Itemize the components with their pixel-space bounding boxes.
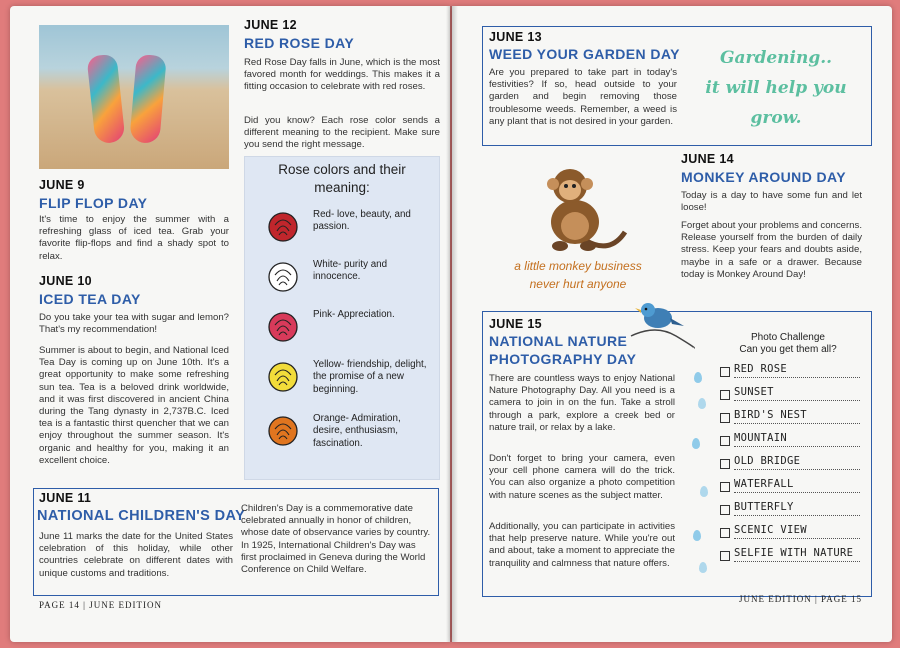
magazine-spine xyxy=(446,6,458,642)
childrens-day-text-2: Children's Day is a commemorative date celebrated annually in honor of children, whose date of observance varies by country. In 1925, International Children's Day was first proclaimed in Geneva during the World Conference on Child Welfare. xyxy=(241,503,431,576)
photo-checklist-item xyxy=(720,454,860,474)
childrens-day-text-1: June 11 marks the date for the United States celebration of this holiday, while other countries celebrate on different dates with unique customs and traditions. xyxy=(39,531,233,579)
iced-tea-intro: Do you take your tea with sugar and lemon? That's my recommendation! xyxy=(39,312,229,336)
checkbox[interactable] xyxy=(720,390,730,400)
bird-illustration xyxy=(626,296,696,356)
monkey-caption-1: a little monkey business xyxy=(514,259,642,273)
rose-color-item xyxy=(245,355,439,395)
nature-photo-title-2: PHOTOGRAPHY DAY xyxy=(489,351,637,367)
red-rose-didyouknow: Did you know? Each rose color sends a different meaning to the recipient. Make sure you send the right message. xyxy=(244,115,440,151)
red-rose-title: RED ROSE DAY xyxy=(244,35,355,51)
checklist-label: SELFIE WITH NATURE xyxy=(734,547,854,559)
dotted-line xyxy=(734,538,860,539)
dotted-line xyxy=(734,377,860,378)
left-page-footer: PAGE 14 | JUNE EDITION xyxy=(39,600,162,610)
water-drop-decoration xyxy=(694,372,702,383)
rose-color-item xyxy=(245,409,439,449)
rose-colors-heading: Rose colors and their meaning: xyxy=(278,162,406,195)
checklist-label: BUTTERFLY xyxy=(734,501,794,513)
gardening-quote-2: it will help you xyxy=(705,78,847,98)
checklist-label: SUNSET xyxy=(734,386,774,398)
flip-flop-date: JUNE 9 xyxy=(39,178,85,192)
photo-checklist-item xyxy=(720,546,860,566)
checkbox[interactable] xyxy=(720,436,730,446)
rose-color-meaning: Red- love, beauty, and passion. xyxy=(313,209,411,233)
checklist-label: SCENIC VIEW xyxy=(734,524,807,536)
nature-photo-text-3: Additionally, you can participate in activities that help preserve nature. While you're out and about, take a moment to appreciate the tranquility and calmness that nature offers. xyxy=(489,521,675,569)
monkey-caption-2: never hurt anyone xyxy=(529,277,627,291)
rose-icon xyxy=(267,311,299,343)
dotted-line xyxy=(734,423,860,424)
gardening-quote-3: grow. xyxy=(750,108,802,128)
rose-color-item xyxy=(245,255,439,295)
nature-photo-date: JUNE 15 xyxy=(489,317,542,331)
monkey-day-date: JUNE 14 xyxy=(681,152,734,166)
water-drop-decoration xyxy=(699,562,707,573)
childrens-day-title: NATIONAL CHILDREN'S DAY xyxy=(37,508,246,524)
childrens-day-date: JUNE 11 xyxy=(39,491,92,505)
weed-garden-title: WEED YOUR GARDEN DAY xyxy=(489,46,680,62)
nature-photo-text-2: Don't forget to bring your camera, even your cell phone camera will do the trick. You can also organize a photo competition with nature scenes as the subject matter. xyxy=(489,453,675,501)
photo-checklist-item xyxy=(720,523,860,543)
right-page-footer: JUNE EDITION | PAGE 15 xyxy=(739,594,862,604)
checklist-label: RED ROSE xyxy=(734,363,787,375)
checkbox[interactable] xyxy=(720,505,730,515)
iced-tea-text: Summer is about to begin, and National Iced Tea Day is coming up on June 10th. It's a great opportunity to make some refreshing sun tea. Tea is a beloved drink worldwide, and it was first discovered in ancient China during the Tang dynasty in 2,737B.C. Iced tea is a fantastic thirst quencher that we can enjoy throughout the summer season. It's organic and healthy for you, making it an excellent choice. xyxy=(39,345,229,466)
rose-color-meaning: White- purity and innocence. xyxy=(313,259,388,283)
dotted-line xyxy=(734,446,860,447)
rose-colors-box xyxy=(244,156,440,480)
dotted-line xyxy=(734,515,860,516)
photo-checklist-item xyxy=(720,431,860,451)
monkey-day-text: Forget about your problems and concerns. Release yourself from the burden of daily stress. Keep your fears and doubts aside, maybe in a safe or a drawer. Because today is Monkey Around Day! xyxy=(681,220,862,280)
photo-checklist-item xyxy=(720,362,860,382)
checkbox[interactable] xyxy=(720,551,730,561)
iced-tea-date: JUNE 10 xyxy=(39,274,92,288)
dotted-line xyxy=(734,492,860,493)
rose-icon xyxy=(267,361,299,393)
flip-flop-photo xyxy=(39,25,229,169)
nature-photo-title-1: NATIONAL NATURE xyxy=(489,333,628,349)
checklist-label: OLD BRIDGE xyxy=(734,455,801,467)
flip-flop-text: It's time to enjoy the summer with a refreshing glass of iced tea. Grab your favorite flip-flops and find a shady spot to relax. xyxy=(39,214,229,262)
checkbox[interactable] xyxy=(720,413,730,423)
checklist-label: BIRD'S NEST xyxy=(734,409,807,421)
checkbox[interactable] xyxy=(720,528,730,538)
checklist-label: MOUNTAIN xyxy=(734,432,787,444)
rose-color-meaning: Orange- Admiration, desire, enthusiasm, fascination. xyxy=(313,413,401,449)
photo-challenge-heading: Photo Challenge xyxy=(751,332,825,343)
red-rose-text: Red Rose Day falls in June, which is the most favored month for weddings. This makes it a fitting occasion to celebrate with red roses. xyxy=(244,57,440,93)
weed-garden-text: Are you prepared to take part in today's festivities? If so, head outside to your garden and begin removing those troublesome weeds. Remember, a weed is any plant that is not desired in your garden. xyxy=(489,67,677,127)
checklist-label: WATERFALL xyxy=(734,478,794,490)
photo-checklist-item xyxy=(720,477,860,497)
dotted-line xyxy=(734,561,860,562)
monkey-day-title: MONKEY AROUND DAY xyxy=(681,169,846,185)
checkbox[interactable] xyxy=(720,482,730,492)
rose-color-item xyxy=(245,205,439,245)
iced-tea-title: ICED TEA DAY xyxy=(39,291,141,307)
checkbox[interactable] xyxy=(720,367,730,377)
photo-challenge-subheading: Can you get them all? xyxy=(739,344,837,355)
rose-icon xyxy=(267,211,299,243)
dotted-line xyxy=(734,400,860,401)
rose-color-meaning: Pink- Appreciation. xyxy=(313,309,395,320)
dotted-line xyxy=(734,469,860,470)
gardening-quote-1: Gardening.. xyxy=(719,48,833,68)
monkey-day-intro: Today is a day to have some fun and let loose! xyxy=(681,190,862,214)
monkey-illustration xyxy=(530,160,630,260)
rose-color-item xyxy=(245,305,439,345)
flip-flop-title: FLIP FLOP DAY xyxy=(39,195,148,211)
photo-checklist-item xyxy=(720,385,860,405)
checkbox[interactable] xyxy=(720,459,730,469)
rose-color-meaning: Yellow- friendship, delight, the promise of a new beginning. xyxy=(313,359,427,395)
photo-checklist-item xyxy=(720,500,860,520)
red-rose-date: JUNE 12 xyxy=(244,18,297,32)
photo-checklist-item xyxy=(720,408,860,428)
water-drop-decoration xyxy=(693,530,701,541)
water-drop-decoration xyxy=(692,438,700,449)
weed-garden-date: JUNE 13 xyxy=(489,30,542,44)
rose-icon xyxy=(267,261,299,293)
rose-icon xyxy=(267,415,299,447)
water-drop-decoration xyxy=(700,486,708,497)
water-drop-decoration xyxy=(698,398,706,409)
nature-photo-text-1: There are countless ways to enjoy National Nature Photography Day. All you need is a camera to join in on the fun. Take a stroll through a park, explore a creek bed or nature trail, or relax by a lake. xyxy=(489,373,675,433)
